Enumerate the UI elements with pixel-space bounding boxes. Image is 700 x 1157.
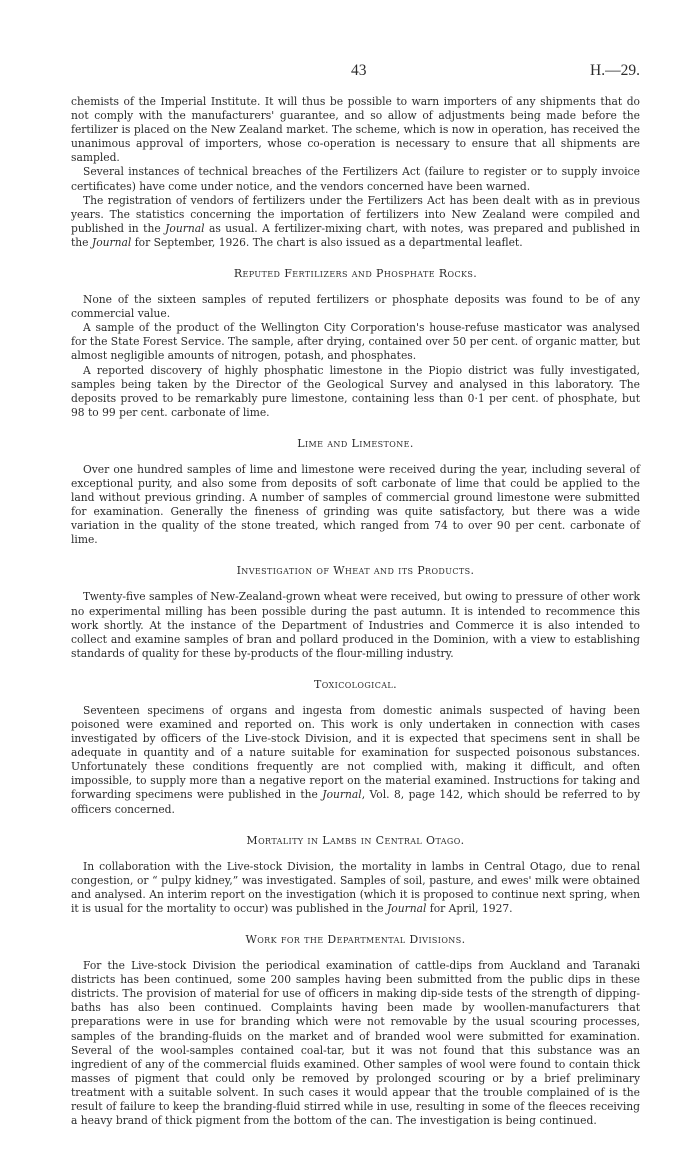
document-reference: H.—29. — [590, 62, 640, 79]
paragraph: For the Live-stock Division the periodical examination of cattle-dips from Auckland and Taranaki districts has been continued, some 200 samples having been submitted from the public dips in these districts. The provision of material for use of officers in making dip-side tests of the strength of dipping-baths has also been continued. Complaints having been made by woollen-manufacturers that preparations were in use for branding which were not removable by the usual scouring processes, samples of the branding-fluids on the market and of branded wool were submitted for examination. Several of the wool-samples contained coal-tar, but it was not found that this substance was an ingredient of any of the commercial fluids examined. Other samples of wool were found to contain thick masses of pigment that could only be removed by prolonged scouring or by a brief preliminary treatment with a suitable solvent. In such cases it would appear that the trouble complained of is the result of failure to keep the branding-fluid stirred while in use, resulting in some of the fleeces receiving a heavy brand of thick pigment from the bottom of the can. The investigation is being continued. — [71, 959, 640, 1128]
paragraph: None of the sixteen samples of reputed fertilizers or phosphate deposits was found to be of any commercial value. — [71, 293, 640, 321]
paragraph: Several instances of technical breaches of the Fertilizers Act (failure to register or to supply invoice certificates) have come under notice, and the vendors concerned have been warned. — [71, 165, 640, 193]
paragraph: Over one hundred samples of lime and limestone were received during the year, including several of exceptional purity, and also some from deposits of soft carbonate of lime that could be applied to the land without previous grinding. A number of samples of commercial ground limestone were submitted for examination. Generally the fineness of grinding was quite satisfactory, but there was a wide variation in the quality of the stone treated, which ranged from 74 to over 90 per cent. carbonate of lime. — [71, 462, 640, 547]
paragraph: A sample of the product of the Wellington City Corporation's house-refuse masticator was analysed for the State Forest Service. The sample, after drying, contained over 50 per cent. of organic matter, but almost negligible amounts of nitrogen, potash, and phosphates. — [71, 321, 640, 363]
section-heading: Toxicological. — [313, 677, 398, 691]
page-header — [71, 62, 640, 80]
section-heading: Lime and Limestone. — [297, 436, 414, 450]
journal-title: Journal — [322, 788, 362, 802]
section-heading: Reputed Fertilizers and Phosphate Rocks. — [233, 267, 478, 281]
section-heading: Investigation of Wheat and its Products. — [236, 564, 475, 578]
document-body — [71, 95, 640, 1128]
paragraph: A reported discovery of highly phosphatic limestone in the Piopio district was fully investigated, samples being taken by the Director of the Geological Survey and analysed in this laboratory. The deposits proved to be remarkably pure limestone, containing less than 0·1 per cent. of phosphate, but 98 to 99 per cent. carbonate of lime. — [71, 363, 640, 419]
paragraph: The registration of vendors of fertilizers under the Fertilizers Act has been dealt with as in previous years. The statistics concerning the importation of fertilizers into New Zealand were compiled and published in the Journal as usual. A fertilizer-mixing chart, with notes, was prepared and published in the Journal for September, 1926. The chart is also issued as a departmental leaflet. — [71, 193, 640, 249]
paragraph: Seventeen specimens of organs and ingesta from domestic animals suspected of having been poisoned were examined and reported on. This work is only undertaken in connection with cases investigated by officers of the Live-stock Division, and it is expected that specimens sent in shall be adequate in quantity and of a nature suitable for examination for suspected poisonous substances. Unfortunately these conditions frequently are not complied with, making it difficult, and often impossible, to supply more than a negative report on the material examined. Instructions for taking and forwarding specimens were published in the Journal, Vol. 8, page 142, which should be referred to by officers concerned. — [71, 703, 640, 816]
paragraph: In collaboration with the Live-stock Division, the mortality in lambs in Central Otago, due to renal congestion, or “ pulpy kidney,” was investigated. Samples of soil, pasture, and ewes' milk were obtained and analysed. An interim report on the investigation (which it is proposed to continue next spring, when it is usual for the mortality to occur) was published in the Journal for April, 1927. — [71, 859, 640, 915]
paragraph: Twenty-five samples of New-Zealand-grown wheat were received, but owing to pressure of other work no experimental milling has been possible during the past autumn. It is intended to recommence this work shortly. At the instance of the Department of Industries and Commerce it is also intended to collect and examine samples of bran and pollard produced in the Dominion, with a view to establishing standards of quality for these by-products of the flour-milling industry. — [71, 590, 640, 660]
paragraph: chemists of the Imperial Institute. It will thus be possible to warn importers of any shipments that do not comply with the manufacturers' guarantee, and so allow of adjustments being made before the fertilizer is placed on the New Zealand market. The scheme, which is now in operation, has received the unanimous approval of importers, whose co-operation is necessary to ensure that all shipments are sampled. — [71, 95, 640, 165]
journal-title: Journal — [91, 235, 132, 249]
section-heading: Work for the Departmental Divisions. — [245, 933, 466, 947]
section-heading: Mortality in Lambs in Central Otago. — [246, 833, 465, 847]
page-number: 43 — [351, 62, 367, 79]
journal-title: Journal — [165, 221, 205, 235]
journal-title: Journal — [386, 901, 427, 915]
